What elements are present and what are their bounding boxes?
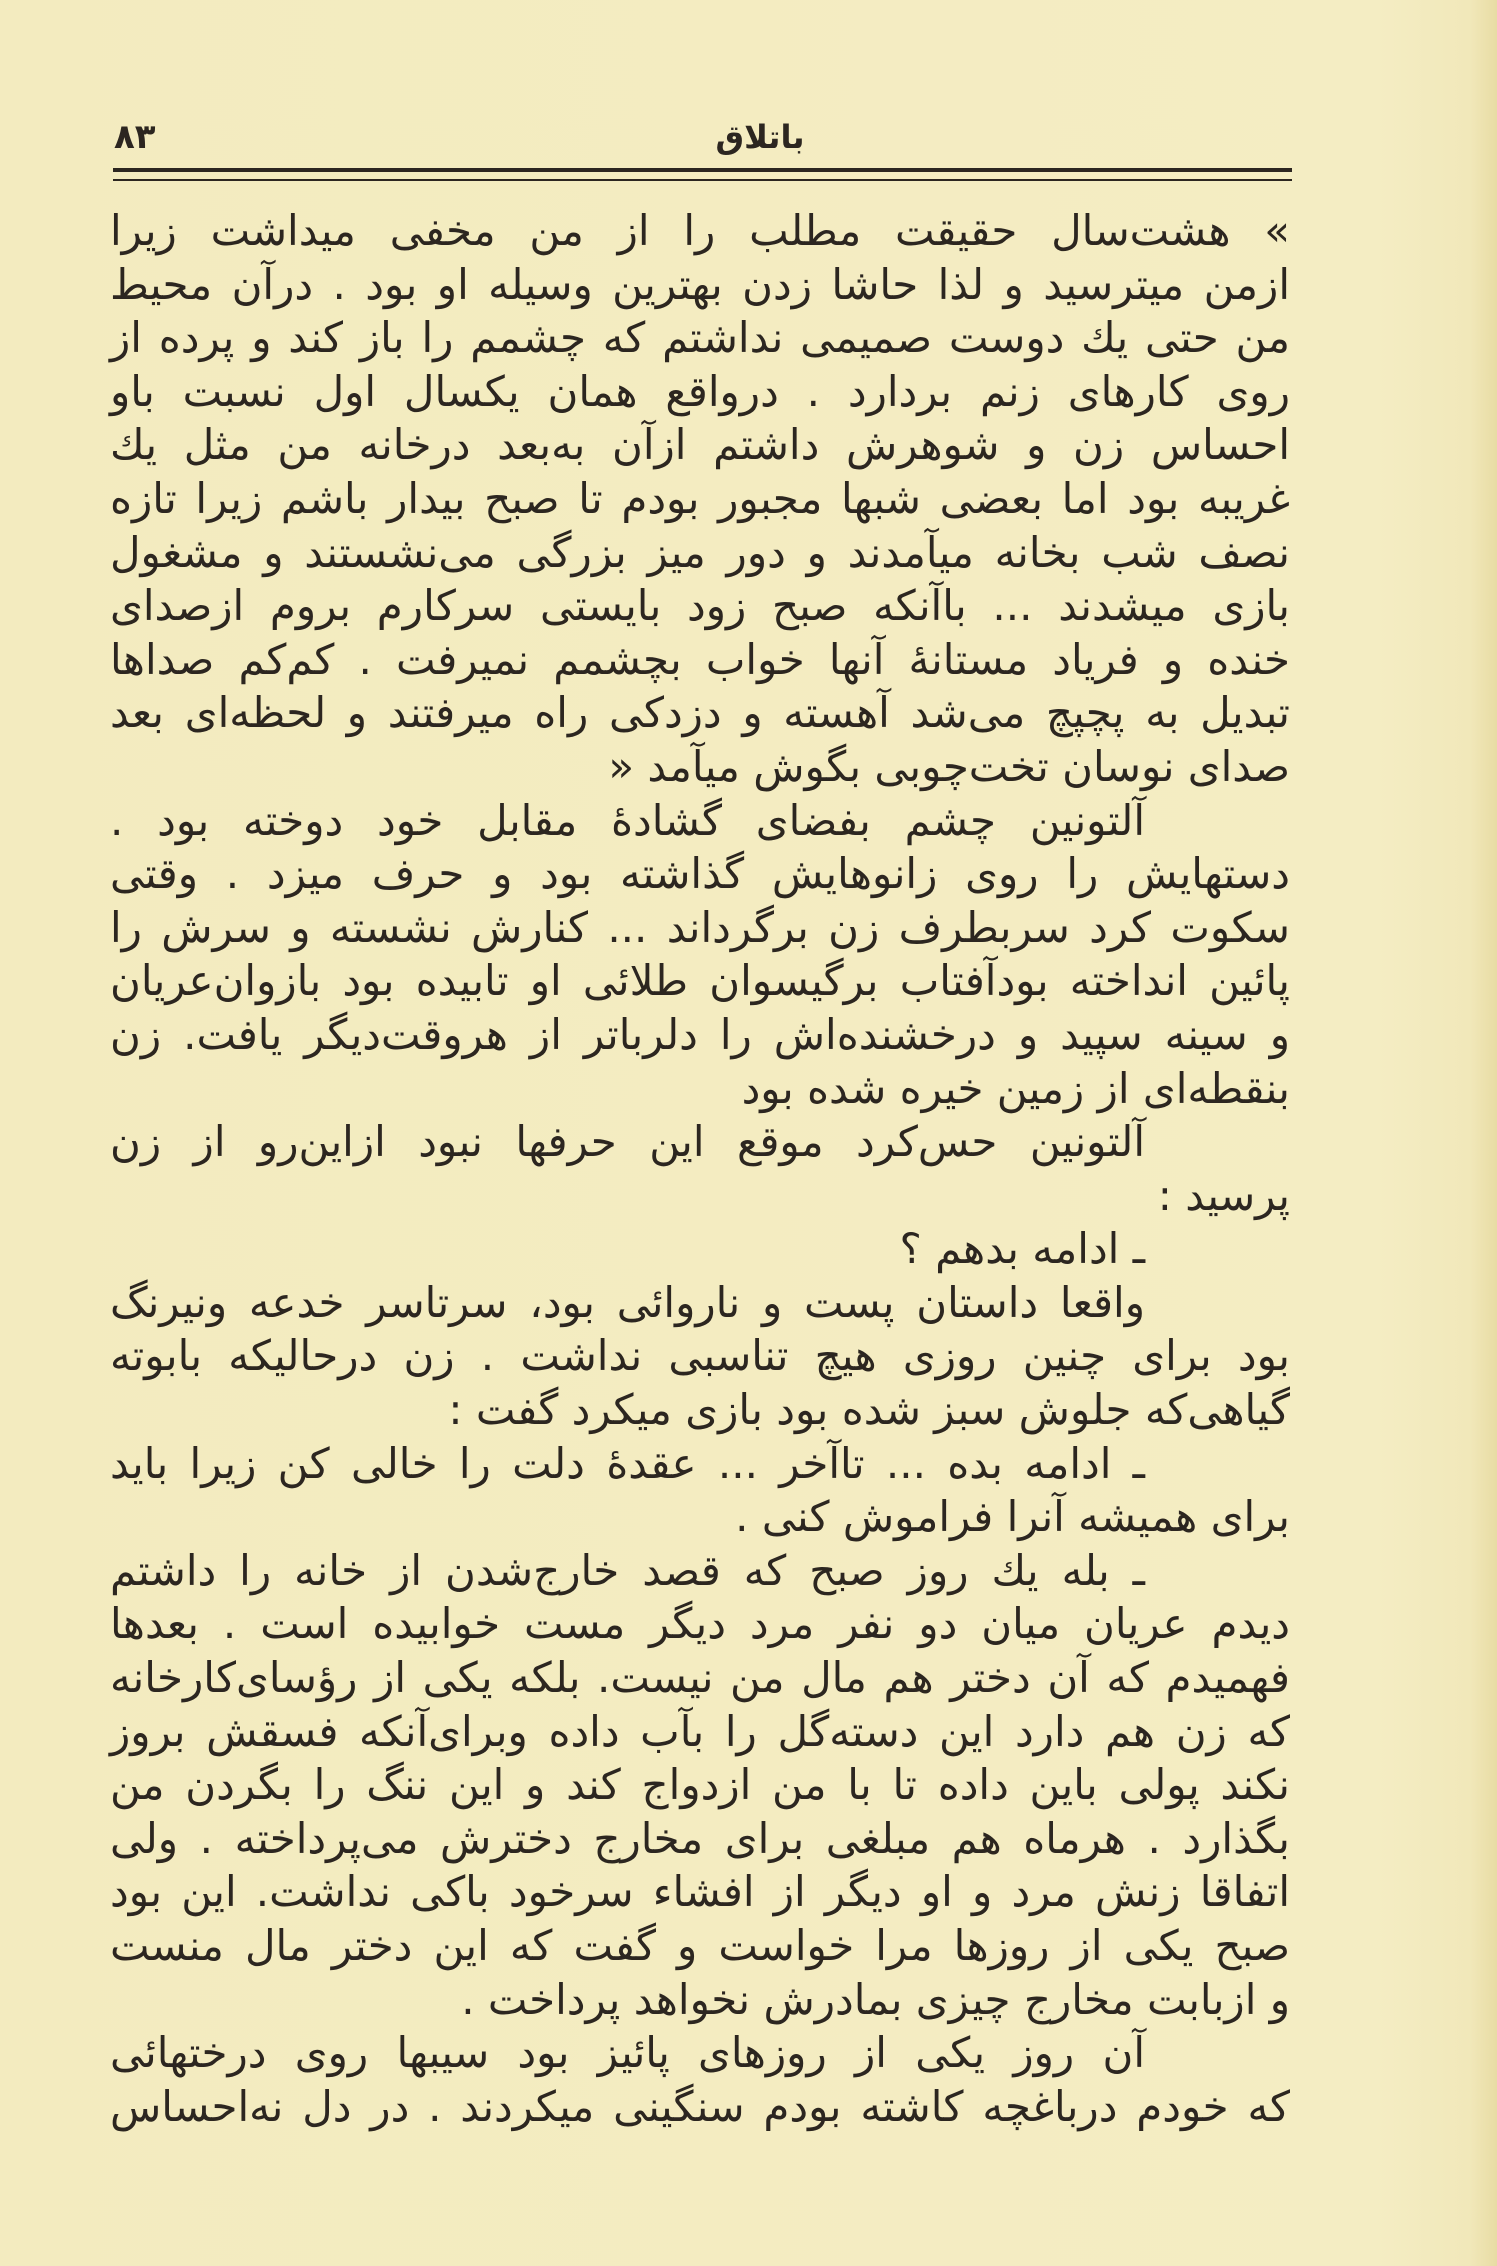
line-text: فهمیدم که آن دختر هم مال من نیست. بلکه یکی از رؤسای‌کارخانه <box>110 1653 1290 1703</box>
line-text: بگذارد . هرماه هم مبلغی برای مخارج دخترش می‌پرداخته . ولی <box>110 1813 1290 1863</box>
text-line <box>110 472 1290 526</box>
text-line <box>110 1169 1290 1223</box>
line-text: و سینه سپید و درخشنده‌اش را دلرباتر از هروقت‌دیگر یافت. زن <box>110 1009 1290 1059</box>
line-text: دستهایش را روی زانوهایش گذاشته بود و حرف میزد . وقتی <box>110 849 1290 899</box>
header-rule-thick <box>113 168 1292 172</box>
paragraph <box>110 1276 1290 1437</box>
text-line <box>110 204 1290 258</box>
text-line <box>110 1008 1290 1062</box>
text-line <box>110 1812 1290 1866</box>
text-line <box>110 1865 1290 1919</box>
text-line <box>110 1222 1290 1276</box>
line-text: خنده و فریاد مستانهٔ آنها خواب بچشمم نمیرفت . کم‌کم صداها <box>110 634 1290 684</box>
text-line <box>110 954 1290 1008</box>
line-text: گیاهی‌که جلوش سبز شده بود بازی میکرد گفت : <box>448 1385 1290 1435</box>
text-line <box>110 901 1290 955</box>
text-line <box>110 1383 1290 1437</box>
line-text: دیدم عریان میان دو نفر مرد دیگر مست خوابیده است . بعدها <box>110 1599 1290 1649</box>
line-text: سکوت کرد سربطرف زن برگرداند ... کنارش نشسته و سرش را <box>110 902 1290 952</box>
line-text: اتفاقا زنش مرد و او دیگر از افشاء سرخود باکی نداشت. این بود <box>110 1867 1290 1917</box>
line-text: بازی میشدند ... باآنکه صبح زود بایستی سرکارم بروم ازصدای <box>110 581 1290 631</box>
line-text: غریبه بود اما بعضی شبها مجبور بودم تا صبح بیدار باشم زیرا تازه <box>110 473 1290 523</box>
text-line <box>110 1490 1290 1544</box>
text-line <box>110 258 1290 312</box>
text-line <box>110 633 1290 687</box>
line-text: ـ ادامه بدهم ؟ <box>899 1224 1145 1274</box>
line-text: صدای نوسان تخت‌چوبی بگوش میآمد « <box>608 741 1290 791</box>
paragraph <box>110 1437 1290 1544</box>
text-line <box>110 1973 1290 2027</box>
text-line <box>110 1437 1290 1491</box>
text-line <box>110 1651 1290 1705</box>
paragraph <box>110 1544 1290 2026</box>
text-line <box>110 1329 1290 1383</box>
line-text: » هشت‌سال حقیقت مطلب را از من مخفی میداشت زیرا <box>110 206 1290 255</box>
line-text: آن روز یکی از روزهای پائیز بود سیبها روی درختهائی <box>110 2028 1145 2078</box>
text-line <box>110 794 1290 848</box>
text-line <box>110 1544 1290 1598</box>
line-text: روی کارهای زنم بردارد . درواقع همان یکسال اول نسبت باو <box>110 366 1290 416</box>
line-text: من حتی یك دوست صمیمی نداشتم که چشمم را باز کند و پرده از <box>110 313 1290 363</box>
paragraph <box>110 794 1290 1116</box>
text-line <box>110 1062 1290 1116</box>
text-line <box>110 686 1290 740</box>
text-line <box>110 365 1290 419</box>
line-text: بود برای چنین روزی هیچ تناسبی نداشت . زن درحالیکه بابوته <box>110 1331 1290 1381</box>
text-line <box>110 1705 1290 1759</box>
line-text: که زن هم دارد این دسته‌گل را بآب داده وبرای‌آنکه فسقش بروز <box>110 1706 1290 1756</box>
text-line <box>110 847 1290 901</box>
text-line <box>110 526 1290 580</box>
text-line <box>110 2080 1290 2134</box>
line-text: برای همیشه آنرا فراموش کنی . <box>735 1492 1290 1542</box>
line-text: پرسید : <box>1157 1170 1290 1220</box>
text-line <box>110 579 1290 633</box>
paragraph <box>110 2026 1290 2133</box>
text-line <box>110 1919 1290 1973</box>
line-text: تبدیل به پچپچ می‌شد آهسته و دزدکی راه میرفتند و لحظه‌ای بعد <box>110 688 1290 738</box>
line-text: بنقطه‌ای از زمین خیره شده بود <box>741 1063 1290 1113</box>
paragraph <box>110 1222 1290 1276</box>
page-number: ۸۳ <box>114 117 156 157</box>
running-title: باتلاق <box>715 118 805 156</box>
line-text: آلتونین چشم بفضای گشادهٔ مقابل خود دوخته بود . <box>110 795 1145 845</box>
paragraph <box>110 1115 1290 1222</box>
line-text: که خودم درباغچه کاشته بودم سنگینی میکردند . در دل نه‌احساس <box>110 2081 1290 2131</box>
line-text: ازمن میترسید و لذا حاشا زدن بهترین وسیله او بود . درآن محیط <box>110 259 1290 309</box>
line-text: و ازبابت مخارج چیزی بمادرش نخواهد پرداخت . <box>461 1974 1290 2024</box>
line-text: واقعا داستان پست و ناروائی بود، سرتاسر خدعه ونیرنگ <box>110 1277 1145 1327</box>
line-text: احساس زن و شوهرش داشتم ازآن به‌بعد درخانه من مثل یك <box>110 420 1290 470</box>
text-line <box>110 1758 1290 1812</box>
text-line <box>110 311 1290 365</box>
line-text: پائین انداخته بودآفتاب برگیسوان طلائی او تابیده بود بازوان‌عریان <box>110 956 1290 1006</box>
paragraph <box>110 204 1290 794</box>
text-line <box>110 1115 1290 1169</box>
text-line <box>110 418 1290 472</box>
line-text: ـ ادامه بده ... تاآخر ... عقدهٔ دلت را خالی کن زیرا باید <box>110 1438 1145 1488</box>
header-rule-thin <box>113 179 1292 181</box>
text-line <box>110 1597 1290 1651</box>
text-line <box>110 2026 1290 2080</box>
line-text: آلتونین حس‌کرد موقع این حرفها نبود ازاین‌رو از زن <box>110 1117 1145 1167</box>
line-text: نکند پولی باین داده تا با من ازدواج کند و این ننگ را بگردن من <box>110 1760 1290 1810</box>
text-line <box>110 740 1290 794</box>
body-text <box>110 204 1290 2133</box>
line-text: صبح یکی از روزها مرا خواست و گفت که این دختر مال منست <box>110 1921 1290 1970</box>
line-text: ـ بله یك روز صبح که قصد خارج‌شدن از خانه را داشتم <box>110 1545 1145 1595</box>
text-line <box>110 1276 1290 1330</box>
line-text: نصف شب بخانه میآمدند و دور میز بزرگی می‌نشستند و مشغول <box>110 527 1290 577</box>
